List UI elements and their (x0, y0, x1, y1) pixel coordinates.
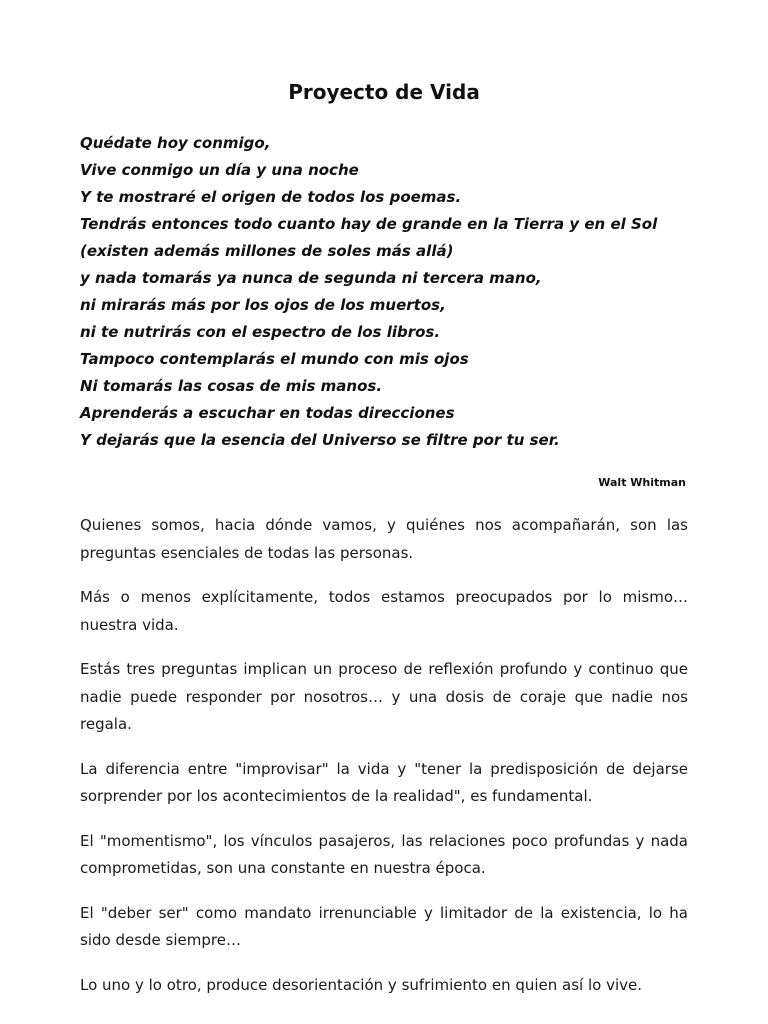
poem-line: Ni tomarás las cosas de mis manos. (80, 377, 383, 395)
poem-line: Y te mostraré el origen de todos los poemas. (80, 188, 462, 206)
paragraph: La diferencia entre "improvisar" la vida y "tener la predisposición de dejarse sorprender por los acontecimientos de la realidad", es fundamental. (80, 759, 688, 805)
poem-line: ni mirarás más por los ojos de los muertos, (80, 296, 446, 314)
paragraph: Estás tres preguntas implican un proceso de reflexión profundo y continuo que nadie puede responder por nosotros… y una dosis de coraje que nadie nos regala. (80, 660, 688, 733)
poem-line: Y dejarás que la esencia del Universo se filtre por tu ser. (80, 431, 560, 449)
poem-line: Vive conmigo un día y una noche (80, 161, 359, 179)
poem-line: Tampoco contemplarás el mundo con mis ojos (80, 350, 469, 368)
poem-line: (existen además millones de soles más allá) (80, 242, 454, 260)
paragraph: Más o menos explícitamente, todos estamos preocupados por lo mismo… nuestra vida. (80, 588, 688, 634)
poem-author: Walt Whitman (598, 476, 686, 489)
paragraph: El "momentismo", los vínculos pasajeros, las relaciones poco profundas y nada comprometidas, son una constante en nuestra época. (80, 831, 688, 877)
page-title: Proyecto de Vida (288, 80, 480, 104)
poem-line: ni te nutrirás con el espectro de los libros. (80, 323, 441, 341)
poem-line: Aprenderás a escuchar en todas direcciones (80, 404, 455, 422)
poem-line: y nada tomarás ya nunca de segunda ni tercera mano, (80, 269, 542, 287)
poem-block (80, 130, 700, 454)
paragraph: Lo uno y lo otro, produce desorientación y sufrimiento en quien así lo vive. (80, 975, 643, 994)
poem-line: Quédate hoy conmigo, (80, 134, 271, 152)
paragraph: El "deber ser" como mandato irrenunciable y limitador de la existencia, lo ha sido desde siempre… (80, 903, 688, 949)
paragraph: Quienes somos, hacia dónde vamos, y quiénes nos acompañarán, son las preguntas esenciales de todas las personas. (80, 516, 688, 562)
body-text (80, 512, 688, 1016)
poem-line: Tendrás entonces todo cuanto hay de grande en la Tierra y en el Sol (80, 215, 658, 233)
